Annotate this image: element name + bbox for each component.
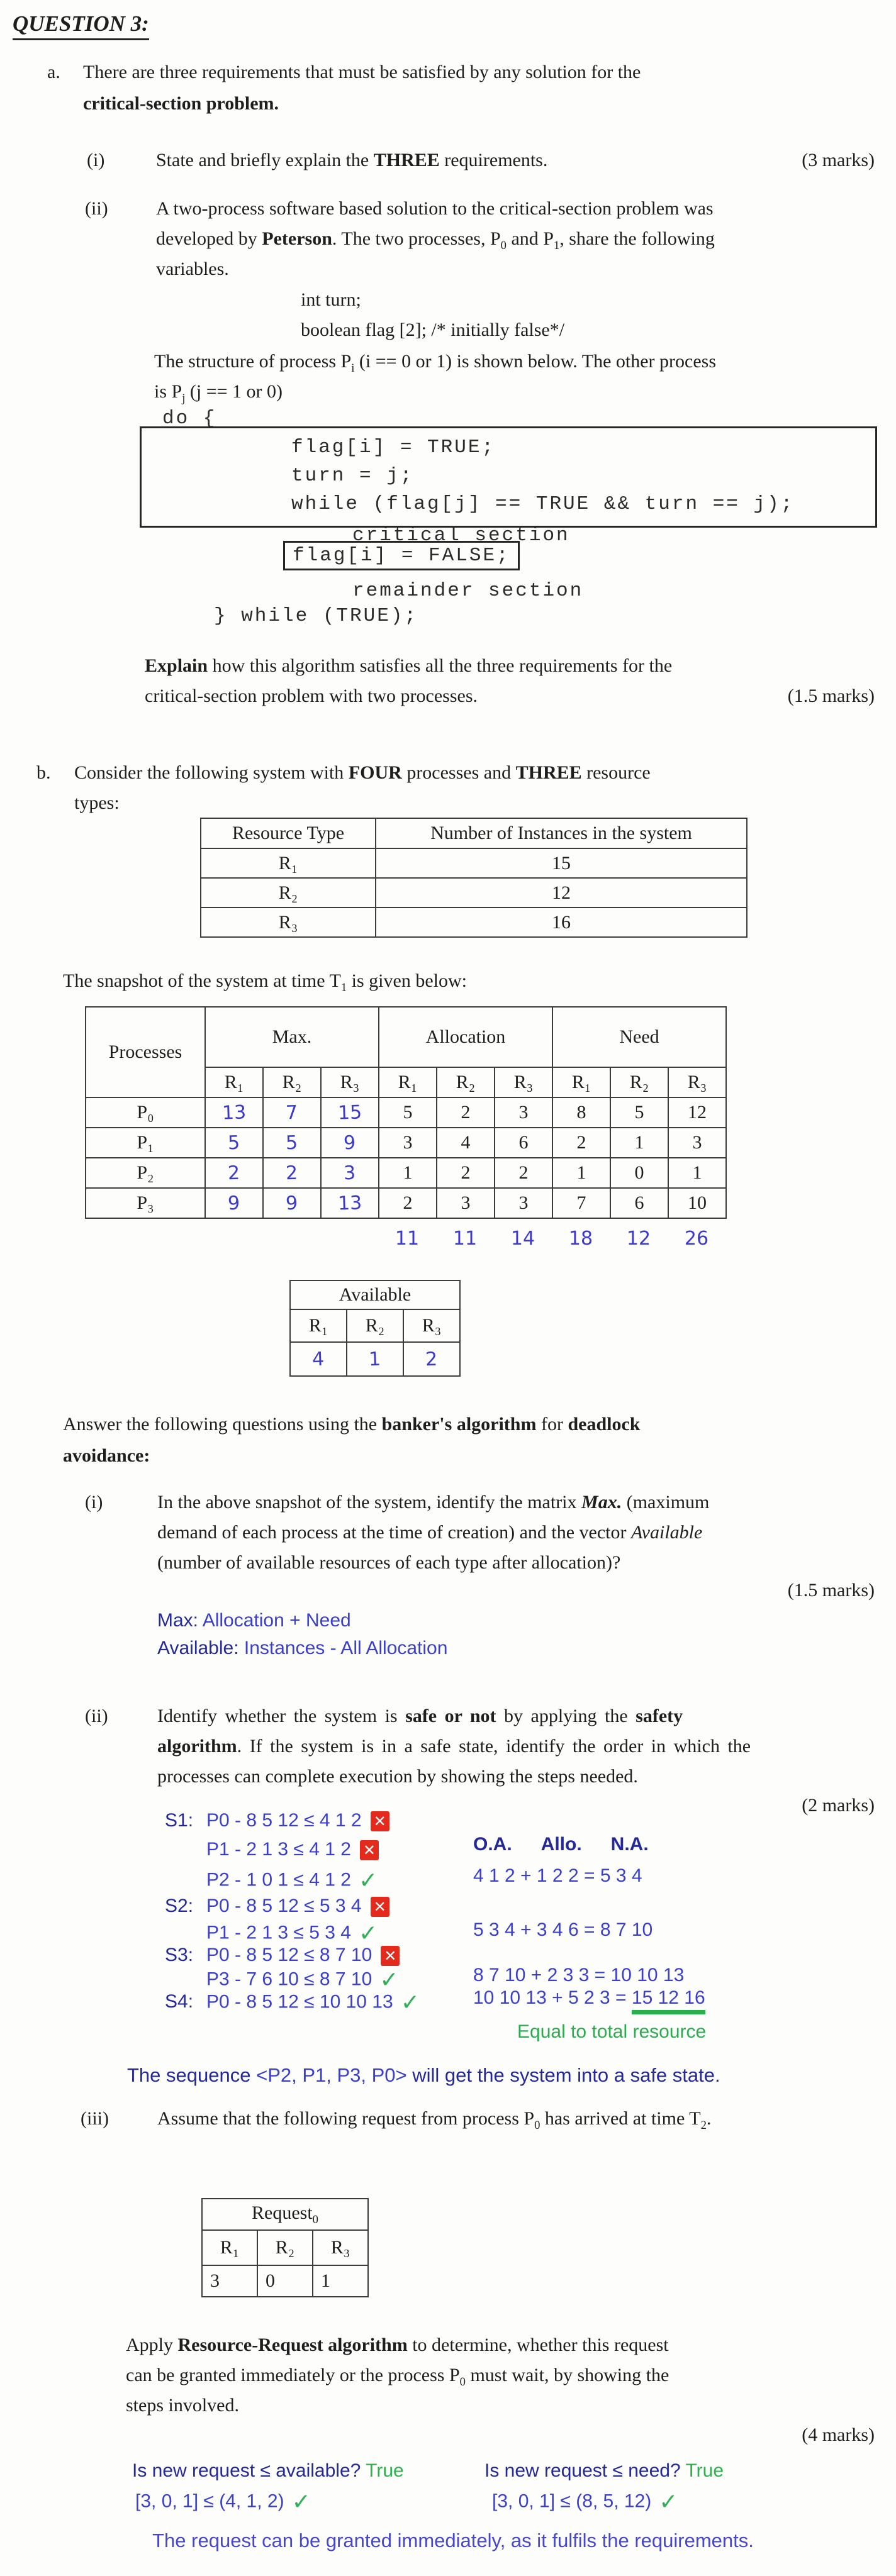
row-p0: P₀	[86, 1097, 205, 1128]
p2-need-r2: 0	[610, 1158, 668, 1188]
seq-order: <P2, P1, P3, P0>	[256, 2064, 407, 2086]
resource-table	[200, 818, 748, 938]
col-need-r1: R₁	[552, 1067, 610, 1097]
apply-line2	[126, 2365, 669, 2389]
check2-question	[484, 2460, 724, 2482]
avail-col-r2: R₂	[347, 1309, 403, 1342]
explain-bold: Explain	[145, 655, 208, 676]
qii-l1b: safe or not	[405, 1706, 496, 1726]
p0-need-r1: 8	[552, 1097, 610, 1128]
note-max-label: Max:	[157, 1610, 199, 1631]
qi-line3: (number of available resources of each type after allocation)?	[157, 1552, 621, 1573]
b-l1c: processes and	[401, 762, 516, 783]
qi-l1b: Max.	[581, 1492, 622, 1513]
available-title: Available	[290, 1280, 460, 1309]
qiii-l1a: Assume that the following request from process P	[157, 2108, 535, 2129]
step-s2-p0	[165, 1896, 389, 1917]
code-do-line: do {	[162, 408, 217, 430]
avail-col-r3: R₃	[403, 1309, 460, 1342]
p2-need-r1: 1	[552, 1158, 610, 1188]
p2-max-r2: 2	[285, 1162, 299, 1184]
s2a: is P	[154, 381, 182, 402]
item-ii-line2	[156, 228, 715, 253]
part-a-line2: critical-section problem.	[83, 93, 279, 114]
p0-alloc-r2: 2	[437, 1097, 495, 1128]
step-s2-p1	[165, 1921, 378, 1946]
b-l1d: THREE	[515, 762, 582, 783]
decl-int-turn: int turn;	[301, 289, 361, 310]
col-max-r3: R₃	[321, 1067, 379, 1097]
snap-intro-b: is given below:	[347, 970, 467, 991]
s1a: The structure of process P	[154, 351, 352, 372]
handwritten-sums	[378, 1228, 725, 1250]
col-max-r1: R₁	[205, 1067, 263, 1097]
code-critical-section: critical section	[352, 525, 570, 547]
ii-l2e: , share the following	[559, 228, 715, 249]
safe-sequence-line	[127, 2064, 720, 2087]
group-max: Max.	[205, 1007, 379, 1067]
check2-q-text: Is new request ≤ need?	[484, 2460, 681, 2481]
item-i-t1: State and briefly explain the	[156, 150, 374, 170]
t1-subscript: 1	[340, 981, 347, 994]
row-p2: P₂	[86, 1158, 205, 1188]
ii-l2d: and P	[506, 228, 554, 249]
step-label: S4:	[165, 1991, 194, 2012]
available-table	[289, 1280, 461, 1377]
apply-l1c: to determine, whether this request	[407, 2334, 669, 2355]
step-s1-p0	[165, 1810, 389, 1831]
table-row	[86, 1188, 726, 1218]
check-icon: ✓	[291, 2489, 311, 2515]
step-label: S3:	[165, 1945, 194, 1965]
ans-b: banker's algorithm	[381, 1414, 537, 1435]
avail-r3-value: 2	[425, 1348, 439, 1370]
step-expr: P3 - 7 6 10 ≤ 8 7 10	[206, 1968, 372, 1990]
part-b-label: b.	[36, 762, 51, 783]
p2-alloc-r3: 2	[495, 1158, 552, 1188]
p1-need-r1: 2	[552, 1128, 610, 1158]
part-a-line1: There are three requirements that must be satisfied by any solution for the	[83, 62, 641, 82]
table-row	[86, 1158, 726, 1188]
p3-max-r2: 9	[285, 1192, 299, 1214]
req-col-r2: R₂	[257, 2230, 313, 2265]
col-max-r2: R₂	[263, 1067, 321, 1097]
req-r1-value: 3	[202, 2265, 257, 2297]
t2-subscript: 2	[700, 2119, 707, 2132]
check-icon: ✓	[400, 1990, 420, 2016]
col-need-r2: R₂	[610, 1067, 668, 1097]
note-available-value: Instances - All Allocation	[244, 1638, 448, 1658]
apply-l2a: can be granted immediately or the process P	[126, 2365, 460, 2385]
qiii-l1c: .	[706, 2108, 712, 2129]
request-title-sub: 0	[312, 2212, 318, 2226]
check-icon: ✓	[379, 1967, 399, 1993]
resource-r2: R₂	[201, 878, 376, 908]
req-col-r3: R₃	[313, 2230, 368, 2265]
s2b: (j == 1 or 0)	[185, 381, 283, 402]
cross-icon: ✕	[381, 1946, 400, 1966]
p1-max-r2: 5	[285, 1131, 299, 1154]
p0-subscript: 0	[534, 2119, 540, 2132]
request-title-text: Request	[252, 2202, 313, 2223]
p1-max-r3: 9	[343, 1131, 357, 1154]
step-expr: P1 - 2 1 3 ≤ 5 3 4	[206, 1922, 351, 1943]
part-b-line2: types:	[74, 792, 120, 813]
resource-type-header: Resource Type	[201, 818, 376, 848]
marks-2: (2 marks)	[802, 1795, 875, 1816]
ans-c: for	[536, 1414, 568, 1435]
sum-alloc-r2: 11	[452, 1228, 478, 1250]
qii-l2a: algorithm	[157, 1736, 237, 1757]
avail-col-r1: R₁	[290, 1309, 347, 1342]
p2-need-r3: 1	[668, 1158, 726, 1188]
p0-need-r2: 5	[610, 1097, 668, 1128]
table-row	[86, 1097, 726, 1128]
question-heading: QUESTION 3:	[13, 11, 149, 40]
answer-line1	[63, 1414, 641, 1435]
p1-subscript: 1	[553, 239, 560, 252]
col-alloc-r2: R₂	[437, 1067, 495, 1097]
item-i-t3: requirements.	[439, 150, 548, 170]
note-available	[157, 1638, 447, 1659]
step-expr: P0 - 8 5 12 ≤ 5 3 4	[206, 1896, 362, 1916]
qii-l2b: . If the system is in a safe state, identify the order in which the	[237, 1736, 751, 1757]
step-expr: P0 - 8 5 12 ≤ 10 10 13	[206, 1991, 393, 2012]
p0-max-r1: 13	[221, 1101, 247, 1124]
code-remainder-section: remainder section	[352, 580, 584, 602]
req-r2-value: 0	[257, 2265, 313, 2297]
group-allocation: Allocation	[379, 1007, 552, 1067]
resource-r3: R₃	[201, 908, 376, 937]
step-s4-p0	[165, 1990, 420, 2016]
qi-label: (i)	[85, 1492, 103, 1513]
request-title	[202, 2199, 368, 2230]
check-icon: ✓	[659, 2489, 678, 2515]
work-sum-1: 4 1 2 + 1 2 2 = 5 3 4	[473, 1865, 642, 1886]
processes-header: Processes	[86, 1007, 205, 1097]
col-oa: O.A.	[473, 1834, 512, 1855]
item-i-text	[156, 150, 547, 171]
p1-need-r3: 3	[668, 1128, 726, 1158]
marks-1-5-a: (1.5 marks)	[787, 686, 875, 706]
instances-r1: 15	[376, 848, 747, 878]
p3-alloc-r1: 2	[379, 1188, 437, 1218]
snapshot-table	[85, 1006, 727, 1219]
p2-alloc-r2: 2	[437, 1158, 495, 1188]
sum-alloc-r3: 14	[510, 1228, 535, 1250]
p3-alloc-r3: 3	[495, 1188, 552, 1218]
ii-l2b: Peterson	[262, 228, 332, 249]
check1-q-text: Is new request ≤ available?	[132, 2460, 361, 2481]
req-r3-value: 1	[313, 2265, 368, 2297]
qii-label: (ii)	[85, 1706, 108, 1726]
work-sum-4	[473, 1987, 705, 2009]
qii-l1a: Identify whether the system is	[157, 1706, 406, 1726]
p1-max-r1: 5	[227, 1131, 241, 1154]
ii-l2c: . The two processes, P	[332, 228, 501, 249]
sum-need-r1: 18	[568, 1228, 593, 1250]
request-table	[201, 2198, 369, 2297]
step-expr: P2 - 1 0 1 ≤ 4 1 2	[206, 1869, 351, 1890]
work-sum-2: 5 3 4 + 3 4 6 = 8 7 10	[473, 1919, 653, 1940]
code-flag-false-box: flag[i] = FALSE;	[283, 541, 520, 570]
p1-alloc-r3: 6	[495, 1128, 552, 1158]
resource-r1: R₁	[201, 848, 376, 878]
step-s1-p1	[165, 1839, 379, 1860]
s1b: (i == 0 or 1) is shown below. The other process	[354, 351, 716, 372]
pj-subscript: j	[182, 392, 186, 405]
qiii-label: (iii)	[81, 2108, 109, 2129]
p0-alloc-r1: 5	[379, 1097, 437, 1128]
sum-need-r2: 12	[626, 1228, 651, 1250]
p1-alloc-r2: 4	[437, 1128, 495, 1158]
question-heading-wrap	[13, 11, 149, 40]
seq-a: The sequence	[127, 2064, 257, 2086]
qii-l1d: safety	[636, 1706, 683, 1726]
equal-total-note: Equal to total resource	[517, 2021, 707, 2042]
instances-header: Number of Instances in the system	[376, 818, 747, 848]
qii-line3: processes can complete execution by showing the steps needed.	[157, 1766, 638, 1787]
apply-l2b: must wait, by showing the	[465, 2365, 669, 2385]
snap-intro-a: The snapshot of the system at time T	[63, 970, 341, 991]
note-max	[157, 1610, 351, 1631]
group-need: Need	[552, 1007, 726, 1067]
structure-line1	[154, 351, 716, 375]
check1-question	[132, 2460, 404, 2482]
step-s3-p0	[165, 1945, 400, 1966]
item-i-label: (i)	[87, 150, 105, 170]
code-line-while: while (flag[j] == TRUE && turn == j);	[291, 493, 795, 515]
apply-line1	[126, 2334, 669, 2356]
qi-l2b: Available	[631, 1522, 703, 1543]
qii-line2	[157, 1736, 751, 1757]
marks-4: (4 marks)	[802, 2424, 875, 2445]
avail-r2-value: 1	[368, 1348, 382, 1370]
note-max-value: Allocation + Need	[202, 1610, 351, 1631]
work-sum-3: 8 7 10 + 2 3 3 = 10 10 13	[473, 1965, 685, 1985]
p3-max-r3: 13	[337, 1191, 362, 1215]
step-expr: P1 - 2 1 3 ≤ 4 1 2	[206, 1839, 351, 1860]
p1-need-r2: 1	[610, 1128, 668, 1158]
p0-max-r2: 7	[285, 1101, 299, 1124]
col-alloc-r3: R₃	[495, 1067, 552, 1097]
ii-l2a: developed by	[156, 228, 262, 249]
step-s3-p3	[165, 1967, 398, 1993]
answer-line2: avoidance:	[63, 1445, 150, 1466]
p2-alloc-r1: 1	[379, 1158, 437, 1188]
check-icon: ✓	[358, 1868, 378, 1894]
avail-r1-value: 4	[311, 1348, 325, 1370]
check2-answer: True	[685, 2460, 724, 2481]
qi-line2	[157, 1522, 702, 1543]
p1-alloc-r1: 3	[379, 1128, 437, 1158]
ans-d: deadlock	[568, 1414, 641, 1435]
col-alloc-r1: R₁	[379, 1067, 437, 1097]
marks-1-5-b: (1.5 marks)	[787, 1580, 875, 1601]
step-label: S1:	[165, 1810, 194, 1831]
final-conclusion: The request can be granted immediately, as it fulfils the requirements.	[152, 2529, 754, 2551]
p2-max-r3: 3	[343, 1162, 357, 1184]
qiii-line1	[157, 2108, 711, 2133]
p0-need-r3: 12	[668, 1097, 726, 1128]
b-l1b: FOUR	[348, 762, 402, 783]
cross-icon: ✕	[371, 1811, 389, 1831]
part-a-label: a.	[47, 62, 60, 82]
p0-subscript: 0	[500, 239, 507, 252]
item-ii-line3: variables.	[156, 258, 229, 279]
code-line-turn: turn = j;	[291, 465, 414, 487]
col-need-r3: R₃	[668, 1067, 726, 1097]
cross-icon: ✕	[360, 1840, 379, 1860]
work-sum-4-result: 15 12 16	[632, 1987, 705, 2014]
cross-icon: ✕	[371, 1897, 389, 1917]
qi-l1a: In the above snapshot of the system, identify the matrix	[157, 1492, 582, 1513]
work-sum-4-pre: 10 10 13 + 5 2 3 =	[473, 1987, 632, 2008]
p2-max-r1: 2	[227, 1162, 241, 1184]
check2-expr	[492, 2489, 678, 2515]
explain-rest: how this algorithm satisfies all the three requirements for the	[208, 655, 673, 676]
step-expr: P0 - 8 5 12 ≤ 4 1 2	[206, 1810, 362, 1831]
seq-c: will get the system into a safe state.	[406, 2064, 720, 2086]
p3-need-r2: 6	[610, 1188, 668, 1218]
part-b-line1	[74, 762, 651, 784]
p0-alloc-r3: 3	[495, 1097, 552, 1128]
work-col-headers	[473, 1834, 678, 1855]
qii-l1c: by applying the	[496, 1706, 636, 1726]
explain-line1	[145, 655, 672, 677]
step-expr: P0 - 8 5 12 ≤ 8 7 10	[206, 1945, 372, 1965]
p0-max-r3: 15	[337, 1101, 362, 1124]
code-box	[140, 426, 877, 528]
row-p1: P₁	[86, 1128, 205, 1158]
table-row	[86, 1128, 726, 1158]
col-na: N.A.	[610, 1834, 649, 1855]
qi-line1	[157, 1492, 709, 1513]
step-label: S2:	[165, 1896, 194, 1916]
check1-expr-text: [3, 0, 1] ≤ (4, 1, 2)	[135, 2490, 284, 2512]
step-s1-p2	[165, 1868, 378, 1894]
col-allo: Allo.	[540, 1834, 582, 1855]
pi-subscript: i	[351, 362, 355, 375]
qi-l1c: (maximum	[622, 1492, 710, 1513]
qiii-l1b: has arrived at time T	[540, 2108, 701, 2129]
apply-line3: steps involved.	[126, 2395, 239, 2416]
sum-need-r3: 26	[684, 1228, 709, 1250]
apply-l1a: Apply	[126, 2334, 178, 2355]
instances-r2: 12	[376, 878, 747, 908]
snapshot-intro	[63, 970, 467, 995]
sum-alloc-r1: 11	[395, 1228, 420, 1250]
code-end-while: } while (TRUE);	[214, 605, 418, 627]
note-available-label: Available:	[157, 1638, 239, 1658]
p0-subscript: 0	[459, 2375, 466, 2389]
b-l1a: Consider the following system with	[74, 762, 349, 783]
explain-line2: critical-section problem with two processes.	[145, 686, 478, 706]
apply-l1b: Resource-Request algorithm	[177, 2334, 408, 2355]
p3-need-r3: 10	[668, 1188, 726, 1218]
row-p3: P₃	[86, 1188, 205, 1218]
marks-3: (3 marks)	[802, 150, 875, 170]
item-ii-label: (ii)	[85, 198, 108, 219]
check1-answer: True	[366, 2460, 404, 2481]
item-i-t2: THREE	[373, 150, 440, 170]
check2-expr-text: [3, 0, 1] ≤ (8, 5, 12)	[492, 2490, 652, 2512]
item-ii-line1: A two-process software based solution to the critical-section problem was	[156, 198, 714, 219]
code-line-flag-true: flag[i] = TRUE;	[291, 436, 496, 458]
p3-alloc-r2: 3	[437, 1188, 495, 1218]
structure-line2	[154, 381, 283, 406]
qii-line1	[157, 1706, 683, 1727]
check1-expr	[135, 2489, 311, 2515]
instances-r3: 16	[376, 908, 747, 937]
decl-boolean-flag: boolean flag [2]; /* initially false*/	[301, 319, 565, 340]
p3-max-r1: 9	[227, 1192, 241, 1214]
p3-need-r1: 7	[552, 1188, 610, 1218]
b-l1e: resource	[581, 762, 651, 783]
ans-a: Answer the following questions using the	[63, 1414, 382, 1435]
check-icon: ✓	[358, 1921, 378, 1946]
req-col-r1: R₁	[202, 2230, 257, 2265]
qi-l2a: demand of each process at the time of creation) and the vector	[157, 1522, 632, 1543]
